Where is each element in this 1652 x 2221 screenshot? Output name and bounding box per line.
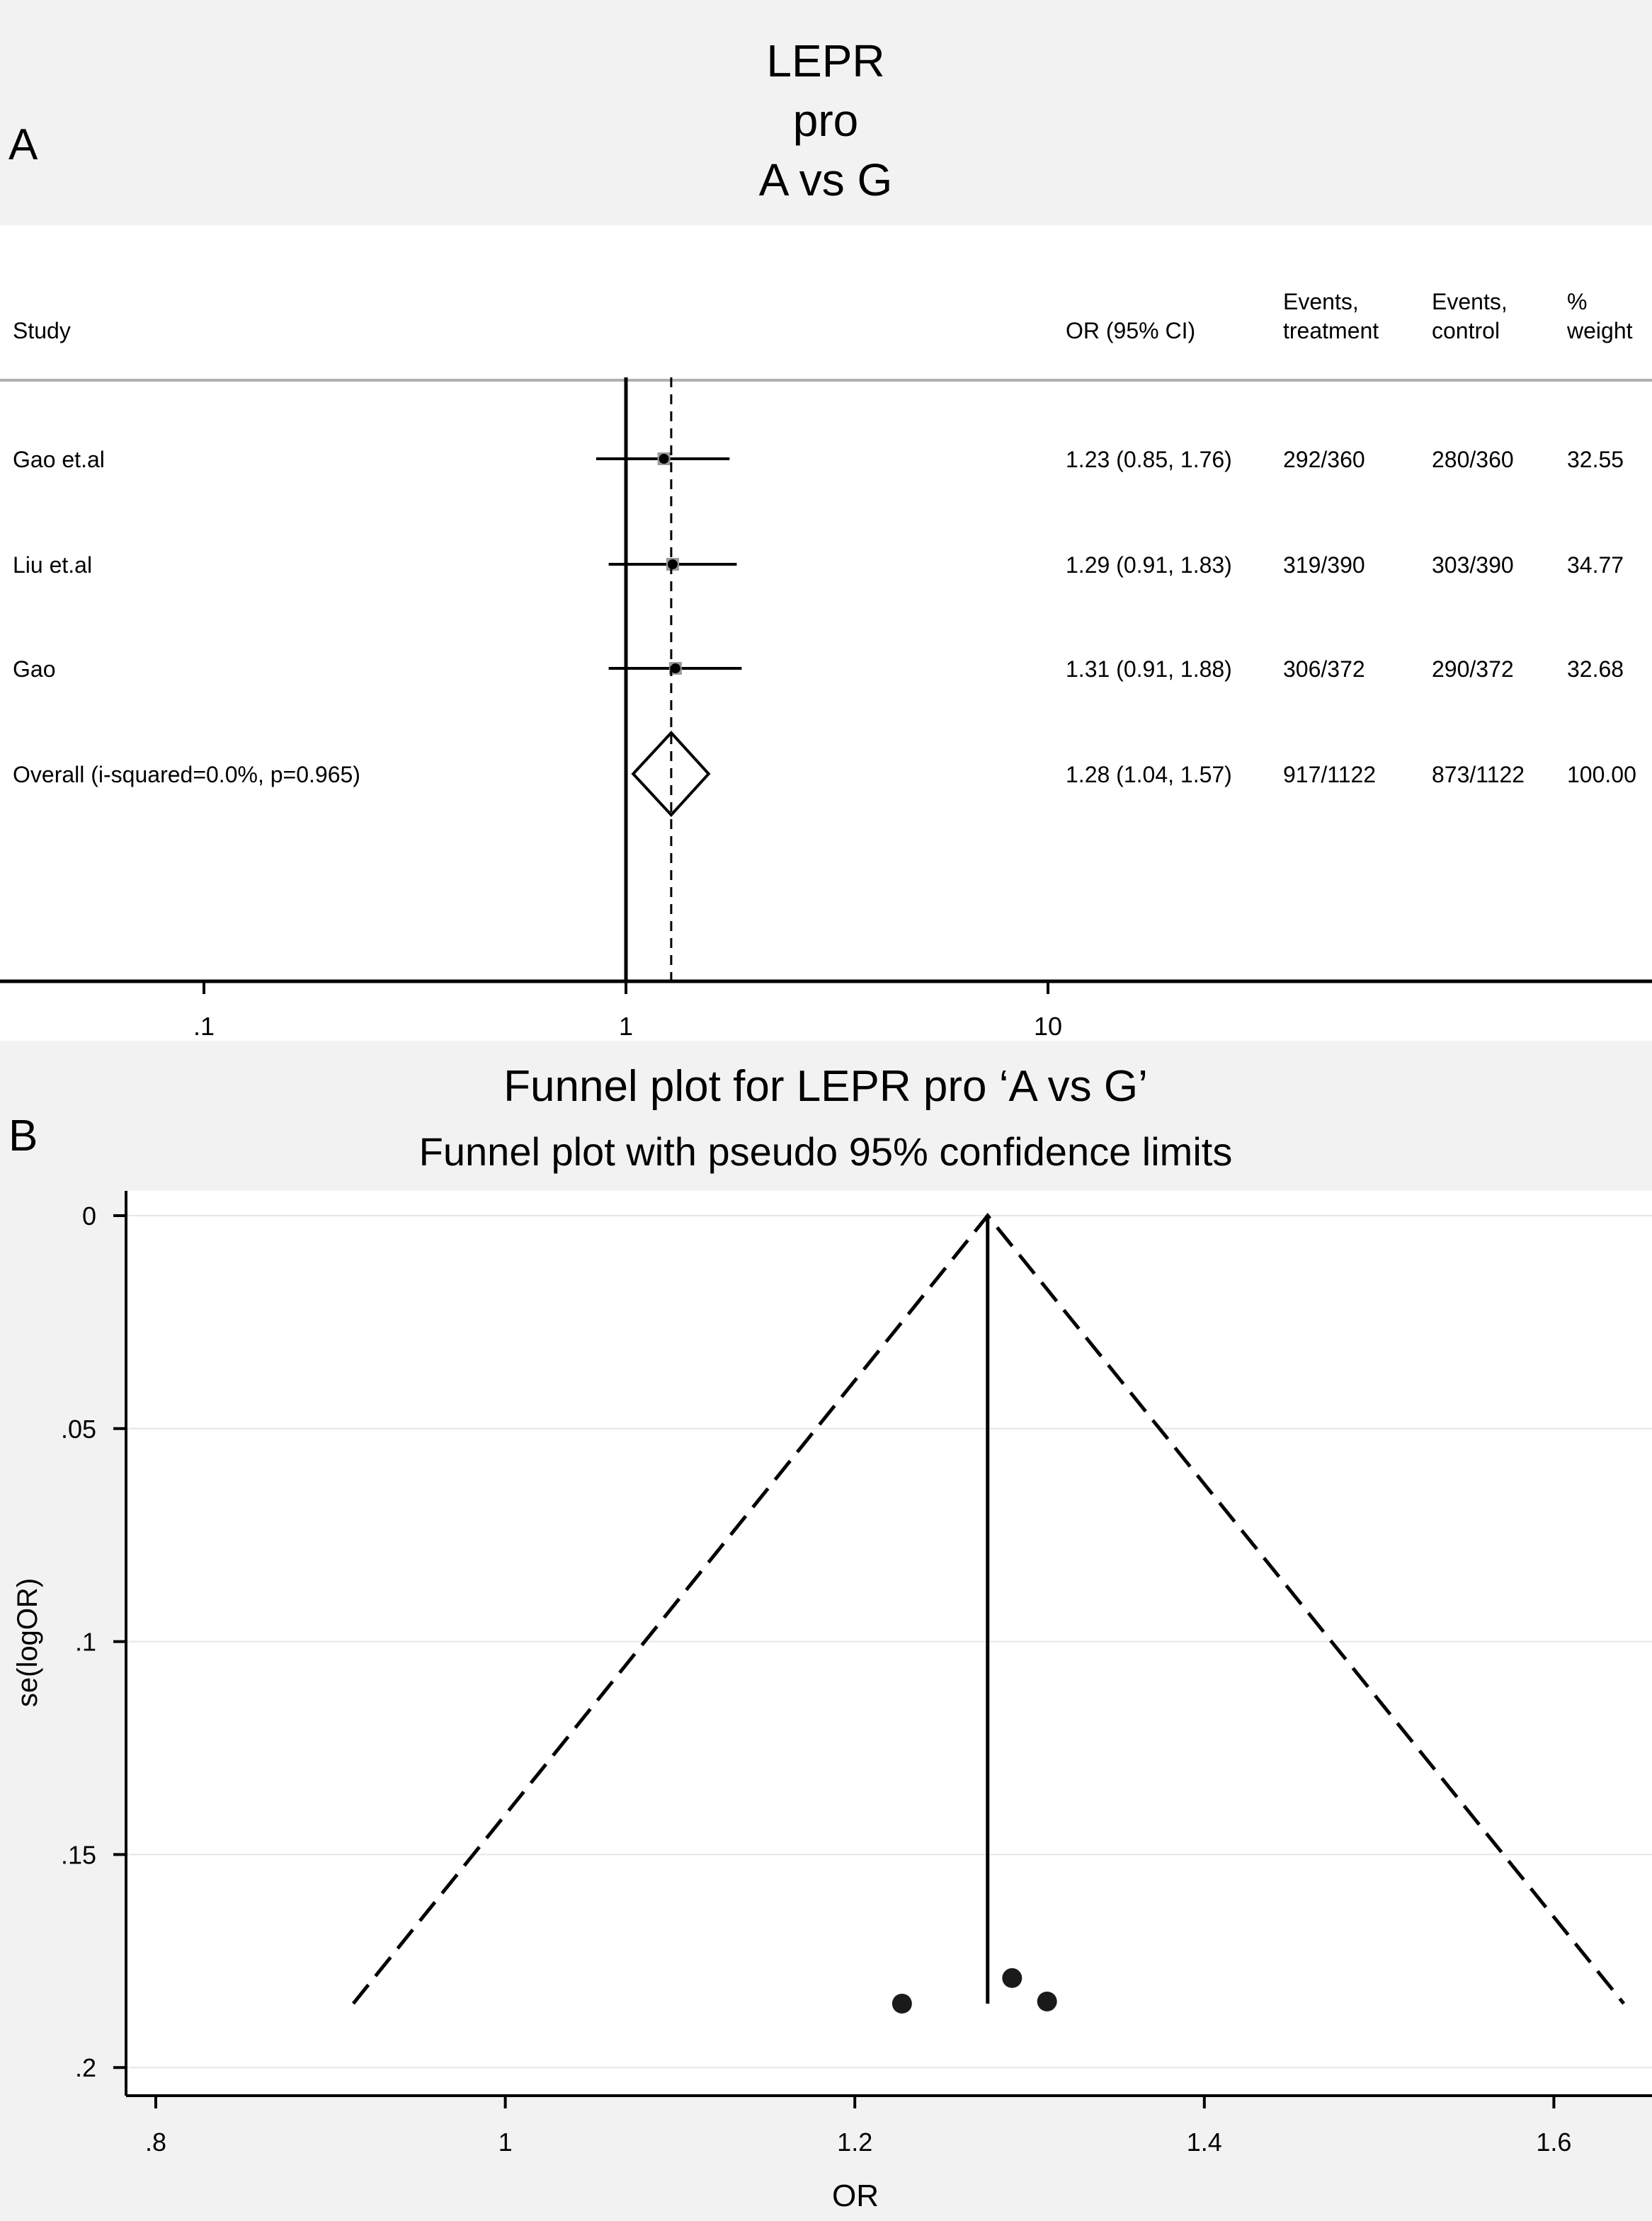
funnel-x-tick-label: 1 [498,2128,513,2157]
forest-title-line-3: A vs G [758,154,893,205]
study-or-text: 1.31 (0.91, 1.88) [1066,656,1232,682]
funnel-x-label: OR [832,2179,879,2213]
funnel-subtitle: Funnel plot with pseudo 95% confidence limits [418,1129,1233,1174]
column-header-weight-1: % [1567,289,1588,314]
funnel-y-label: se(logOR) [12,1577,43,1708]
funnel-y-tick-label: 0 [81,1201,96,1231]
study-events-treatment: 306/372 [1283,656,1365,682]
funnel-point [1002,1968,1022,1988]
overall-events-treatment: 917/1122 [1283,762,1377,787]
funnel-x-tick-label: 1.4 [1186,2128,1222,2157]
funnel-x-tick-label: .8 [144,2128,167,2157]
column-header-or: OR (95% CI) [1066,318,1196,343]
column-header-weight-2: weight [1567,318,1633,343]
study-point [659,454,669,464]
funnel-y-tick-label: .1 [74,1627,96,1657]
funnel-point [892,1994,912,2014]
column-header-events-treatment-2: treatment [1283,318,1379,343]
study-name: Gao et.al [13,447,105,472]
overall-events-control: 873/1122 [1432,762,1525,787]
panel-b-letter: B [8,1112,38,1160]
study-weight: 32.55 [1567,447,1624,472]
study-name: Gao [13,656,56,682]
funnel-title: Funnel plot for LEPR pro ‘A vs G’ [503,1062,1148,1111]
study-or-text: 1.29 (0.91, 1.83) [1066,552,1232,578]
study-events-control: 303/390 [1432,552,1514,578]
overall-weight: 100.00 [1567,762,1636,787]
funnel-y-tick-label: .05 [60,1414,96,1444]
study-events-treatment: 319/390 [1283,552,1365,578]
study-events-control: 290/372 [1432,656,1514,682]
study-weight: 32.68 [1567,656,1624,682]
panel-a-letter: A [8,120,38,169]
column-header-events-control-2: control [1432,318,1500,343]
study-or-text: 1.23 (0.85, 1.76) [1066,447,1232,472]
forest-title-line-1: LEPR [766,35,885,86]
overall-or-text: 1.28 (1.04, 1.57) [1066,762,1232,787]
overall-name: Overall (i-squared=0.0%, p=0.965) [13,762,360,787]
column-header-events-treatment-1: Events, [1283,289,1359,314]
funnel-y-tick-label: .15 [60,1840,96,1870]
funnel-x-tick-label: 1.6 [1536,2128,1572,2157]
forest-x-tick-label: .1 [193,1012,215,1041]
forest-title-line-2: pro [792,95,859,146]
study-events-control: 280/360 [1432,447,1514,472]
column-header-events-control-1: Events, [1432,289,1508,314]
study-name: Liu et.al [13,552,93,578]
forest-x-tick-label: 1 [618,1012,634,1041]
forest-x-tick-label: 10 [1033,1012,1063,1041]
column-header-study: Study [13,318,71,343]
study-events-treatment: 292/360 [1283,447,1365,472]
funnel-point [1037,1992,1057,2011]
funnel-x-tick-label: 1.2 [837,2128,873,2157]
study-point [668,559,678,569]
funnel-y-tick-label: .2 [74,2053,96,2083]
funnel-plot-area [126,1191,1652,2096]
study-weight: 34.77 [1567,552,1624,578]
